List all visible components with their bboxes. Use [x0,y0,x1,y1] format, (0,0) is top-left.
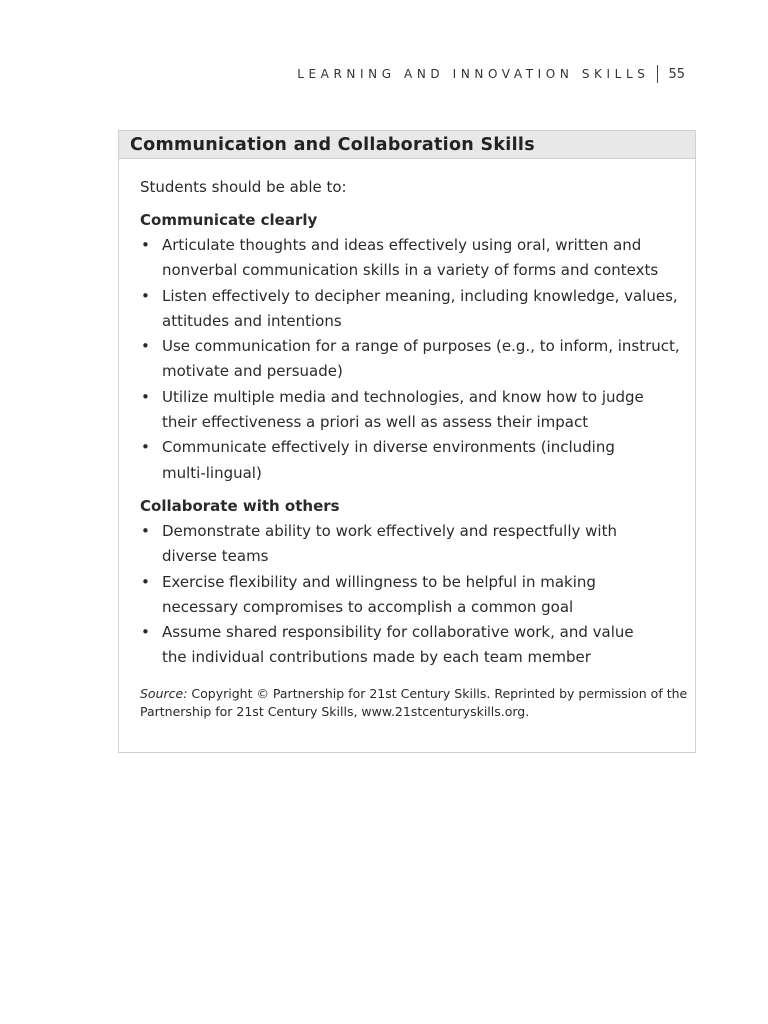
list-item-line: their effectiveness a priori as well as assess their impact [162,413,589,432]
box-header [119,131,695,159]
box-title: Communication and Collaboration Skills [130,134,535,155]
list-item [140,620,675,671]
list-item [140,385,675,436]
list-item [140,570,675,621]
section-heading: Communicate clearly [140,211,318,229]
bullet-dot: • [141,387,150,406]
source-line: Partnership for 21st Century Skills, www.21stcenturyskills.org. [140,704,530,720]
running-head-title: LEARNING AND INNOVATION SKILLS [297,67,650,81]
bullet-dot: • [141,623,150,642]
bullet-dot: • [141,337,150,356]
source-label: Source: [140,685,188,701]
source-note [140,685,688,722]
list-item [140,435,675,486]
list-item-line: Communicate effectively in diverse environments (including [162,438,615,457]
section-collaborate [140,494,675,671]
intro-text: Students should be able to: [140,178,347,196]
bullet-dot: • [141,521,150,540]
bullet-dot: • [141,572,150,591]
list-item [140,334,680,385]
bullet-dot: • [141,286,150,305]
list-item-line: Exercise flexibility and willingness to be helpful in making [162,572,596,591]
list-item-line: necessary compromises to accomplish a common goal [162,597,574,616]
list-item-line: Articulate thoughts and ideas effectively using oral, written and [162,236,642,254]
list-item-line: multi-lingual) [162,463,262,482]
list-item-line: attitudes and intentions [162,311,342,330]
bullet-dot: • [141,438,150,457]
page-number: 55 [668,66,685,82]
section-heading: Collaborate with others [140,496,340,515]
section-communicate [140,208,680,486]
running-head [297,64,685,84]
bullet-dot: • [141,236,150,254]
list-item-line: nonverbal communication skills in a variety of forms and contexts [162,261,659,280]
list-item [140,519,675,570]
list-item-line: Utilize multiple media and technologies, and know how to judge [162,387,644,406]
list-item-line: motivate and persuade) [162,362,343,381]
list-item-line: the individual contributions made by each team member [162,648,591,667]
list-item-line: Use communication for a range of purposes (e.g., to inform, instruct, [162,337,680,356]
list-item [140,233,675,284]
list-item-line: Listen effectively to decipher meaning, including knowledge, values, [162,286,678,305]
running-head-divider [657,65,658,83]
list-item [140,284,678,335]
bullet-list [140,519,675,671]
skills-box [118,130,696,753]
list-item-line: Assume shared responsibility for collaborative work, and value [162,623,634,642]
bullet-list [140,233,680,486]
list-item-line: diverse teams [162,547,269,566]
source-line: Copyright © Partnership for 21st Century Skills. Reprinted by permission of the [187,685,688,701]
list-item-line: Demonstrate ability to work effectively and respectfully with [162,521,617,540]
box-body [119,159,695,722]
